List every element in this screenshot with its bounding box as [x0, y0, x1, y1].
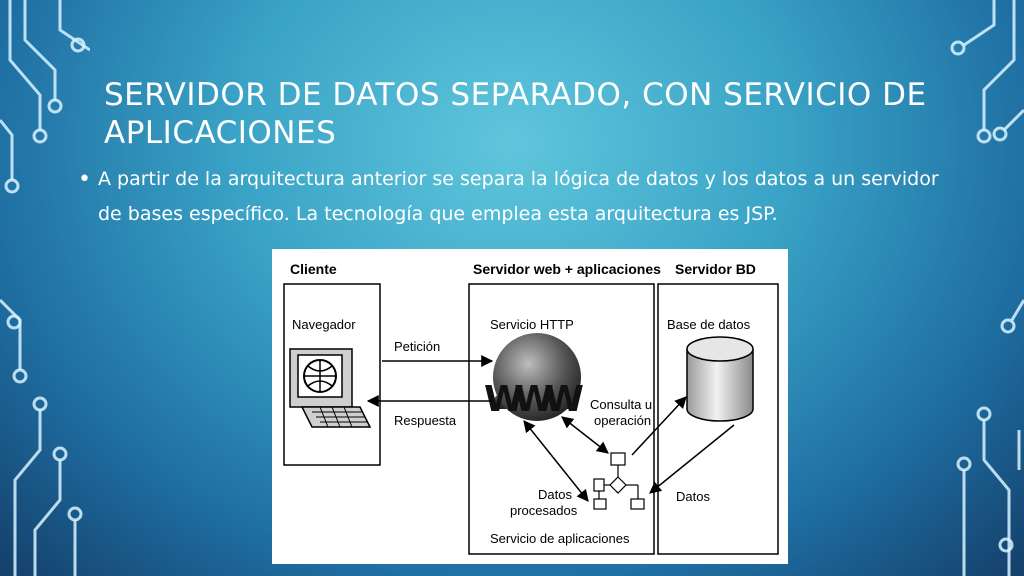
label-datos: Datos: [676, 489, 710, 504]
computer-icon: [290, 349, 370, 427]
database-icon: [687, 337, 753, 421]
bullet-paragraph: [78, 162, 958, 232]
label-consulta-2: operación: [594, 413, 652, 428]
header-servidor-bd: Servidor BD: [675, 261, 756, 277]
flowchart-icon: [594, 453, 644, 509]
bullet-text: A partir de la arquitectura anterior se separa la lógica de datos y los datos a un servidor de bases específico. La tecnología que emplea esta arquitectura es JSP.: [98, 168, 939, 225]
www-globe-icon: [484, 333, 584, 421]
header-cliente: Cliente: [290, 261, 337, 277]
label-servicio-http: Servicio HTTP: [490, 317, 574, 332]
label-peticion: Petición: [394, 339, 441, 354]
circuit-decoration-right: [934, 0, 1024, 576]
label-navegador: Navegador: [292, 317, 356, 332]
slide-title: SERVIDOR DE DATOS SEPARADO, CON SERVICIO DE APLICACIONES: [104, 77, 927, 151]
architecture-diagram: [272, 249, 788, 564]
label-respuesta: Respuesta: [394, 413, 457, 428]
label-servicio-aplicaciones: Servicio de aplicaciones: [490, 531, 630, 546]
www-label: WWW: [484, 379, 584, 420]
arrow-datos: [650, 425, 734, 493]
label-consulta-1: Consulta u: [590, 397, 653, 412]
label-base-de-datos: Base de datos: [667, 317, 751, 332]
header-servidor-web: Servidor web + aplicaciones: [473, 261, 661, 277]
bullet-marker: •: [78, 167, 91, 192]
label-datos-procesados-1: Datos: [538, 487, 572, 502]
label-datos-procesados-2: procesados: [510, 503, 578, 518]
circuit-decoration-left: [0, 0, 90, 576]
